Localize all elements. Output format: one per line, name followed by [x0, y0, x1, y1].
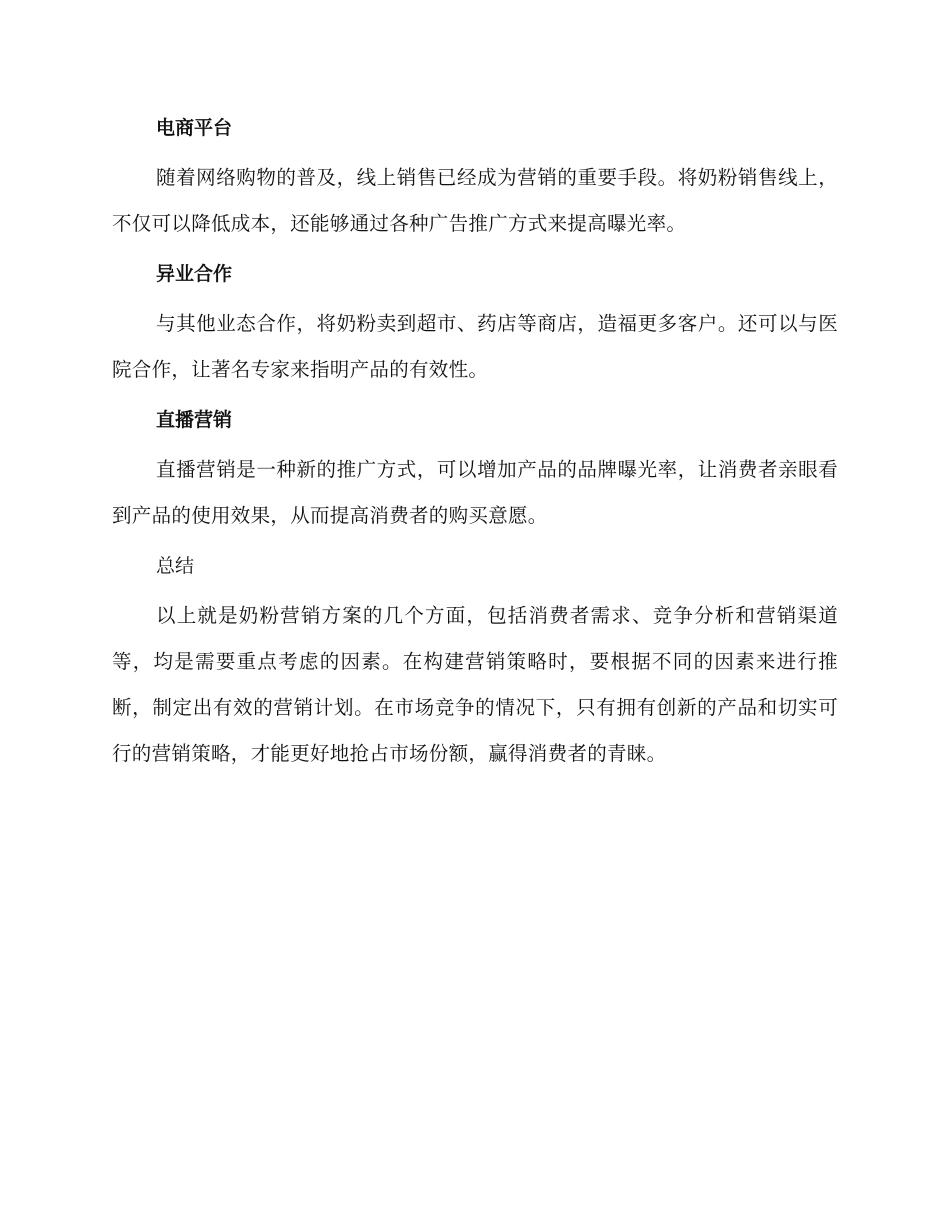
section-heading-summary: 总结: [156, 555, 195, 577]
section-body-ecommerce: 随着网络购物的普及，线上销售已经成为营销的重要手段。将奶粉销售线上，不仅可以降低成本，还能够通过各种广告推广方式来提高曝光率。: [112, 166, 838, 235]
section-heading-livestream: 直播营销: [156, 409, 233, 431]
section-heading-cross-industry: 异业合作: [156, 263, 233, 285]
section-body-livestream: 直播营销是一种新的推广方式，可以增加产品的品牌曝光率，让消费者亲眼看到产品的使用效果，从而提高消费者的购买意愿。: [112, 458, 838, 527]
section-heading-ecommerce: 电商平台: [156, 117, 233, 139]
section-body-summary: 以上就是奶粉营销方案的几个方面，包括消费者需求、竞争分析和营销渠道等，均是需要重点考虑的因素。在构建营销策略时，要根据不同的因素来进行推断，制定出有效的营销计划。在市场竞争的情况下，只有拥有创新的产品和切实可行的营销策略，才能更好地抢占市场份额，赢得消费者的青睐。: [112, 604, 838, 765]
section-body-cross-industry: 与其他业态合作，将奶粉卖到超市、药店等商店，造福更多客户。还可以与医院合作，让著名专家来指明产品的有效性。: [112, 312, 838, 381]
